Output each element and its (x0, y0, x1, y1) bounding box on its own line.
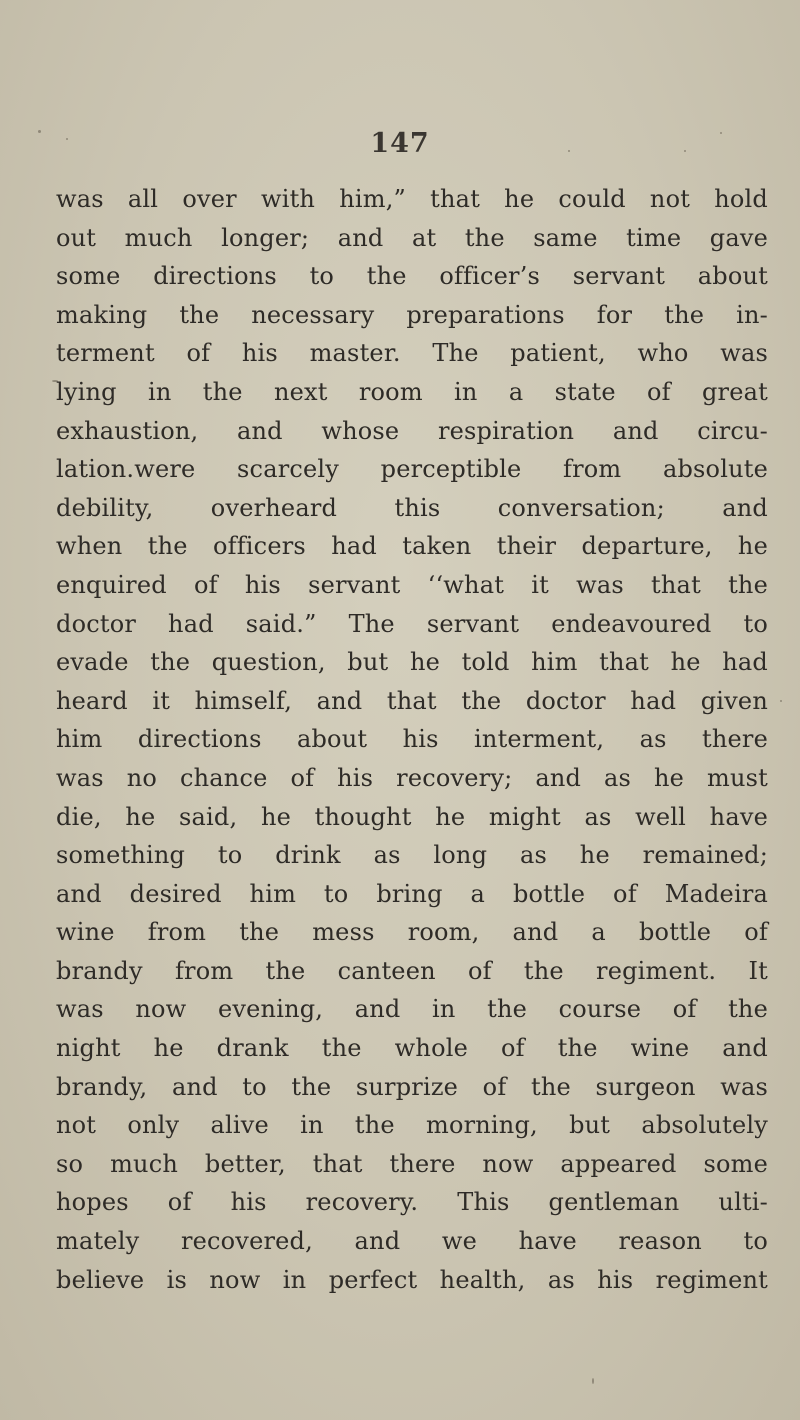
text-line: lying in the next room in a state of great (56, 377, 768, 406)
text-line: heard it himself, and that the doctor had given (56, 686, 768, 715)
text-line: and desired him to bring a bottle of Madeira (56, 879, 768, 908)
page-number: 147 (370, 128, 430, 159)
text-line: terment of his master. The patient, who was (56, 339, 768, 368)
text-line: brandy from the canteen of the regiment. It (56, 956, 768, 985)
text-line: was all over with him,” that he could not hold (56, 185, 768, 213)
text-line: die, he said, he thought he might as well have (56, 802, 768, 831)
text-line: was no chance of his recovery; and as he must (56, 763, 768, 792)
body-text (56, 180, 768, 1299)
text-line: debility, overheard this conversation; and (56, 493, 768, 522)
text-line: evade the question, but he told him that he had (56, 648, 768, 677)
text-line: something to drink as long as he remained; (56, 841, 768, 870)
text-line: out much longer; and at the same time gave (56, 223, 768, 252)
text-line: was now evening, and in the course of the (56, 995, 768, 1024)
text-line: lation.were scarcely perceptible from absolute (56, 455, 768, 484)
text-line: when the officers had taken their departure, he (56, 532, 768, 561)
text-line: believe is now in perfect health, as his regiment (56, 1265, 768, 1294)
text-line: doctor had said.” The servant endeavoured to (56, 609, 768, 638)
text-line: mately recovered, and we have reason to (56, 1227, 768, 1256)
text-line: night he drank the whole of the wine and (56, 1034, 768, 1063)
text-line: wine from the mess room, and a bottle of (56, 918, 768, 947)
text-line: exhaustion, and whose respiration and circu- (56, 416, 768, 445)
text-line: some directions to the officer’s servant about (56, 262, 768, 291)
text-line: making the necessary preparations for the in- (56, 300, 768, 329)
text-line: hopes of his recovery. This gentleman ulti- (56, 1188, 768, 1217)
text-line: brandy, and to the surprize of the surgeon was (56, 1072, 768, 1101)
text-line: not only alive in the morning, but absolutely (56, 1111, 768, 1140)
text-line: enquired of his servant ‘‘what it was that the (56, 570, 768, 599)
text-line: him directions about his interment, as there (56, 725, 768, 754)
text-line: so much better, that there now appeared some (56, 1149, 768, 1178)
